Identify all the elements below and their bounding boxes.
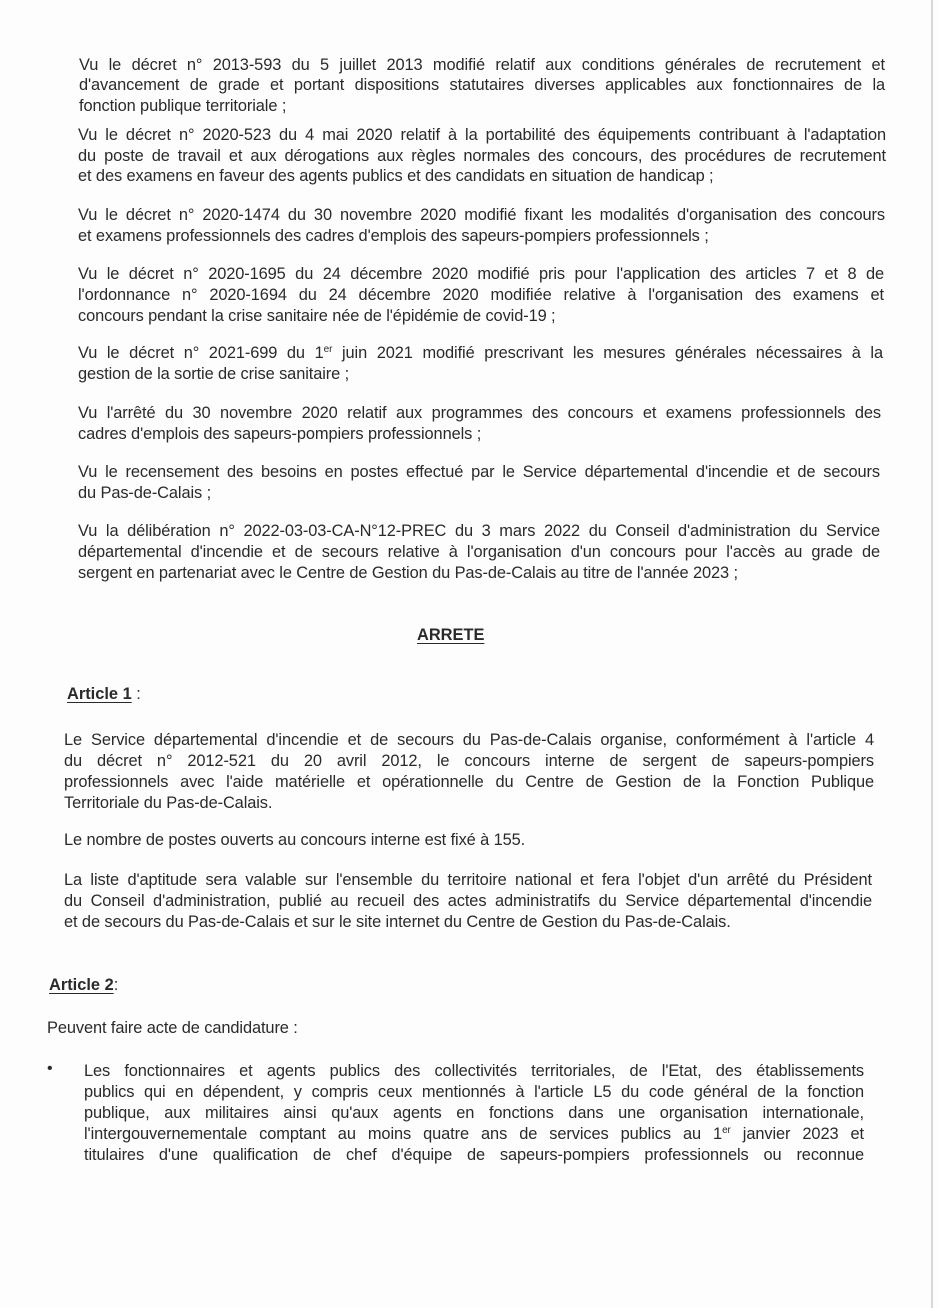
text-line: gestion de la sortie de crise sanitaire ; xyxy=(78,365,350,383)
bullet-icon: • xyxy=(47,1060,53,1077)
text-line: et examens professionnels des cadres d'emplois des sapeurs-pompiers professionnels ; xyxy=(78,227,709,245)
posts-count-text: Le nombre de postes ouverts au concours interne est fixé à 155. xyxy=(64,831,526,849)
text-line: cadres d'emplois des sapeurs-pompiers professionnels ; xyxy=(78,425,482,443)
text-line: Vu le décret n° 2020-523 du 4 mai 2020 relatif à la portabilité des équipements contribuant à l'adaptation xyxy=(78,126,886,144)
text-line: Le Service départemental d'incendie et de secours du Pas-de-Calais organise, conformément à l'article 4 xyxy=(64,731,874,749)
text-line: du Pas-de-Calais ; xyxy=(78,484,212,502)
text-line: Vu l'arrêté du 30 novembre 2020 relatif aux programmes des concours et examens professionnels des xyxy=(78,404,881,422)
article-1-colon: : xyxy=(131,685,141,703)
text-line: du Conseil d'administration, publié au recueil des actes administratifs du Service départemental d'incendie xyxy=(64,892,872,910)
text-line: du décret n° 2012-521 du 20 avril 2012, le concours interne de sergent de sapeurs-pompiers xyxy=(64,752,874,770)
text-line: l'intergouvernementale comptant au moins quatre ans de services publics au 1er janvier 2023 et xyxy=(84,1125,864,1143)
text-line: La liste d'aptitude sera valable sur l'ensemble du territoire national et fera l'objet d'un arrêté du Président xyxy=(64,871,872,889)
text-line: professionnels avec l'aide matérielle et opérationnelle du Centre de Gestion de la Fonction Publique xyxy=(64,773,874,791)
text-line: Vu le décret n° 2021-699 du 1er juin 2021 modifié prescrivant les mesures générales nécessaires à la xyxy=(78,344,883,362)
text-line: Les fonctionnaires et agents publics des collectivités territoriales, de l'Etat, des établissements xyxy=(84,1062,864,1080)
text-line: fonction publique territoriale ; xyxy=(79,97,287,115)
article-2-label: Article 2 xyxy=(49,976,114,994)
text-line: l'ordonnance n° 2020-1694 du 24 décembre 2020 modifiée relative à l'organisation des examens et xyxy=(78,286,884,304)
text-line: Territoriale du Pas-de-Calais. xyxy=(64,794,273,812)
article-1-label: Article 1 xyxy=(67,685,132,703)
text-line: titulaires d'une qualification de chef d'équipe de sapeurs-pompiers professionnels ou reconnue xyxy=(84,1146,864,1164)
text-line: publics qui en dépendent, y compris ceux mentionnés à l'article L5 du code général de la fonction xyxy=(84,1083,864,1101)
text-line: Vu le recensement des besoins en postes effectué par le Service départemental d'incendie et de secours xyxy=(78,463,880,481)
text-line: Vu le décret n° 2020-1474 du 30 novembre 2020 modifié fixant les modalités d'organisation des concours xyxy=(78,206,885,224)
text-line: et des examens en faveur des agents publics et des candidats en situation de handicap ; xyxy=(78,167,714,185)
text-line: Vu le décret n° 2013-593 du 5 juillet 2013 modifié relatif aux conditions générales de recrutement et xyxy=(79,56,885,74)
article-1-heading xyxy=(67,685,141,704)
decision-title: ARRETE xyxy=(417,626,485,644)
text-line: du poste de travail et aux dérogations aux règles normales des concours, des procédures de recrutement xyxy=(78,147,886,165)
text-line: départemental d'incendie et de secours relative à l'organisation d'un concours pour l'accès au grade de xyxy=(78,543,880,561)
article-2-colon: : xyxy=(113,976,119,994)
article-2-intro: Peuvent faire acte de candidature : xyxy=(47,1019,298,1037)
text-line: Vu la délibération n° 2022-03-03-CA-N°12-PREC du 3 mars 2022 du Conseil d'administration du Service xyxy=(78,522,880,540)
page-edge xyxy=(931,0,933,1308)
text-line: d'avancement de grade et portant dispositions statutaires diverses applicables aux fonctionnaires de la xyxy=(79,76,885,94)
text-line: et de secours du Pas-de-Calais et sur le site internet du Centre de Gestion du Pas-de-Calais. xyxy=(64,913,731,931)
text-line: sergent en partenariat avec le Centre de Gestion du Pas-de-Calais au titre de l'année 2023 ; xyxy=(78,564,738,582)
article-2-heading xyxy=(49,976,118,995)
text-line: Vu le décret n° 2020-1695 du 24 décembre 2020 modifié pris pour l'application des articles 7 et 8 de xyxy=(78,265,884,283)
text-line: publique, aux militaires ainsi qu'aux agents en fonctions dans une organisation internationale, xyxy=(84,1104,864,1122)
text-line: concours pendant la crise sanitaire née de l'épidémie de covid-19 ; xyxy=(78,307,556,325)
